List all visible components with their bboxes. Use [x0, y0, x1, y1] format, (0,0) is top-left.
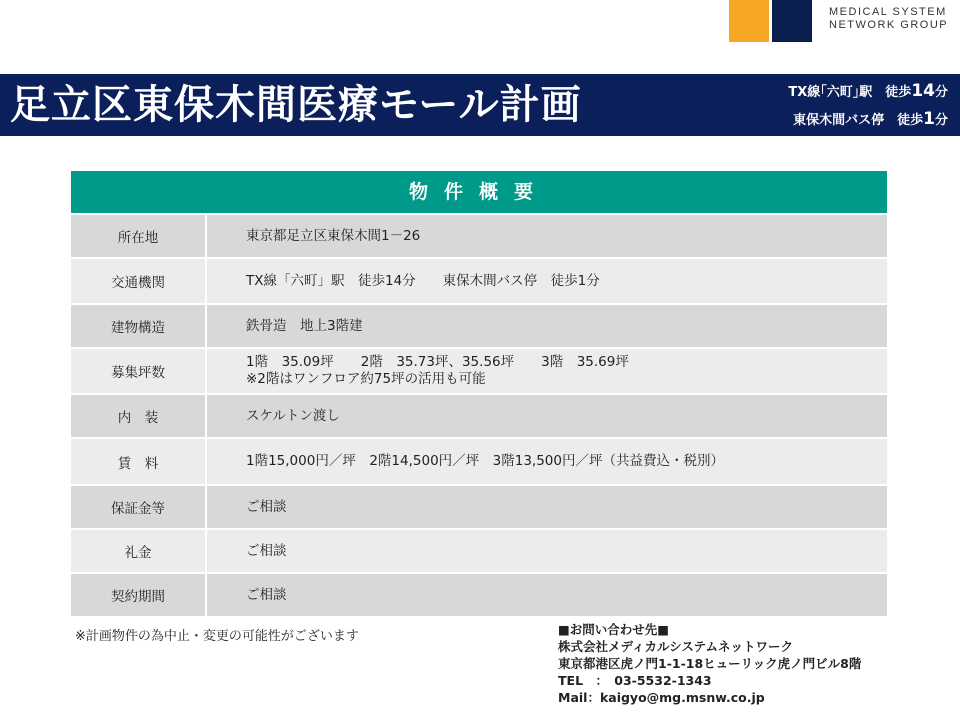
access-info [788, 78, 948, 134]
contact-address: 東京都港区虎ノ門1-1-18ヒューリック虎ノ門ビル8階 [558, 656, 862, 671]
logo-line-1: MEDICAL SYSTEM [829, 6, 947, 18]
row-value [207, 305, 887, 347]
table-row [71, 437, 887, 484]
row-label: 礼金 [71, 530, 207, 572]
table-header: 物件概要 [71, 171, 887, 213]
access-bus [788, 106, 948, 134]
row-value-line: ご相談 [246, 542, 287, 559]
table-row [71, 393, 887, 437]
row-label: 建物構造 [71, 305, 207, 347]
table-body [71, 213, 887, 616]
footnote: ※計画物件の為中止・変更の可能性がございます [75, 629, 359, 644]
contact-mail: Mail：kaigyo@mg.msnw.co.jp [558, 690, 765, 705]
access-bus-minutes: 1 [923, 109, 935, 129]
table-row [71, 257, 887, 303]
row-value-line: スケルトン渡し [246, 407, 340, 424]
contact-company: 株式会社メディカルシステムネットワーク [558, 639, 793, 654]
row-value-line: 1階15,000円／坪 2階14,500円／坪 3階13,500円／坪（共益費込・税別） [246, 453, 724, 469]
access-station-unit: 分 [934, 85, 948, 100]
access-bus-unit: 分 [934, 113, 948, 128]
row-label: 募集坪数 [71, 349, 207, 393]
property-overview-table [71, 171, 887, 616]
contact-tel: TEL ： 03-5532-1343 [558, 673, 712, 688]
table-row [71, 528, 887, 572]
row-value-line: 1階 35.09坪 2階 35.73坪、35.56坪 3階 35.69坪 [246, 354, 629, 370]
page-title: 足立区東保木間医療モール計画 [10, 82, 582, 128]
row-value-line: 東京都足立区東保木間1－26 [246, 227, 421, 244]
logo-line-2: NETWORK GROUP [829, 19, 949, 31]
row-value [207, 486, 887, 528]
row-value-line: ご相談 [246, 498, 287, 515]
company-logo-text [829, 6, 948, 32]
row-value-line: ※2階はワンフロア約75坪の活用も可能 [246, 371, 486, 387]
contact-heading: ■お問い合わせ先■ [558, 622, 670, 637]
contact-info [558, 621, 861, 706]
row-value-line: TX線「六町」駅 徒歩14分 東保木間バス停 徒歩1分 [246, 272, 600, 289]
logo-orange-block [729, 0, 769, 42]
row-label: 保証金等 [71, 486, 207, 528]
row-value-line: 鉄骨造 地上3階建 [246, 317, 363, 334]
row-value [207, 530, 887, 572]
row-label: 賃 料 [71, 439, 207, 484]
row-label: 交通機関 [71, 259, 207, 303]
access-station-prefix: TX線｢六町｣駅 徒歩 [788, 85, 912, 100]
row-value [207, 395, 887, 437]
table-row [71, 213, 887, 257]
row-label: 内 装 [71, 395, 207, 437]
table-row [71, 484, 887, 528]
access-bus-prefix: 東保木間バス停 徒歩 [793, 113, 924, 128]
row-value [207, 259, 887, 303]
table-row [71, 572, 887, 616]
logo-navy-block [772, 0, 812, 42]
title-bar [0, 74, 960, 136]
row-value [207, 439, 887, 484]
access-station [788, 78, 948, 106]
table-row [71, 303, 887, 347]
row-value [207, 215, 887, 257]
row-value-line: ご相談 [246, 586, 287, 603]
row-value [207, 574, 887, 616]
access-station-minutes: 14 [911, 81, 935, 101]
row-label: 契約期間 [71, 574, 207, 616]
row-label: 所在地 [71, 215, 207, 257]
table-row [71, 347, 887, 393]
row-value [207, 349, 887, 393]
